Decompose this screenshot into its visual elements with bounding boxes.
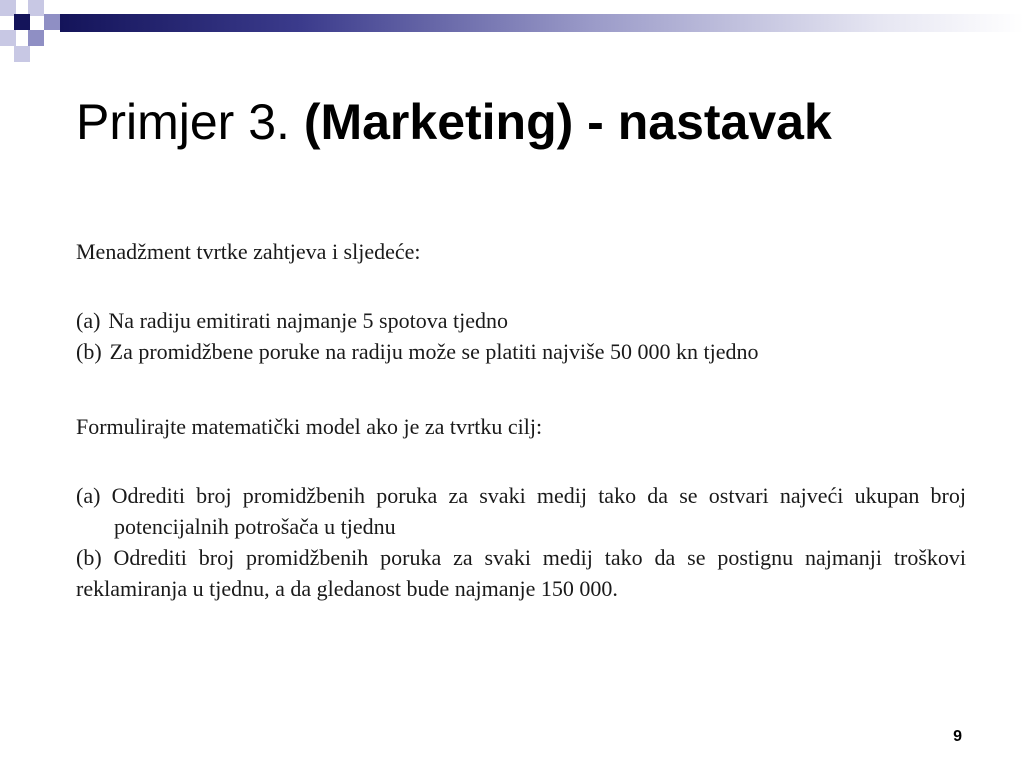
goal-label: (b) [76,545,102,570]
decor-square [0,30,16,46]
decor-square [14,46,30,62]
goal-text: Odrediti broj promidžbenih poruka za svaki medij tako da se ostvari najveći ukupan broj potencijalnih potrošača u tjednu [111,483,966,539]
goal-item [76,542,966,604]
goal-text: Odrediti broj promidžbenih poruka za svaki medij tako da se postignu najmanji troškovi reklamiranja u tjednu, a da gledanost bude najmanje 150 000. [76,545,967,601]
intro-text: Menadžment tvrtke zahtjeva i sljedeće: [76,239,421,264]
goal-label: (a) [76,483,101,508]
slide-body [76,236,966,604]
page-number: 9 [953,728,962,745]
requirement-item [76,305,966,336]
slide-title [76,92,832,152]
decor-square [28,0,44,16]
requirement-text: Za promidžbene poruke na radiju može se platiti najviše 50 000 kn tjedno [109,339,759,364]
title-prefix: Primjer 3. [76,94,290,150]
requirement-label: (b) [76,339,102,364]
goal-item [76,480,966,542]
decor-square [28,30,44,46]
requirement-item [76,336,966,367]
requirement-text: Na radiju emitirati najmanje 5 spotova tjedno [108,308,508,333]
title-bold: (Marketing) - nastavak [303,94,832,150]
decor-square [14,14,30,30]
task-intro-text: Formulirajte matematički model ako je za tvrtku cilj: [76,414,543,439]
decor-square [44,14,60,30]
header-gradient-bar [60,14,1024,32]
requirement-label: (a) [76,308,101,333]
